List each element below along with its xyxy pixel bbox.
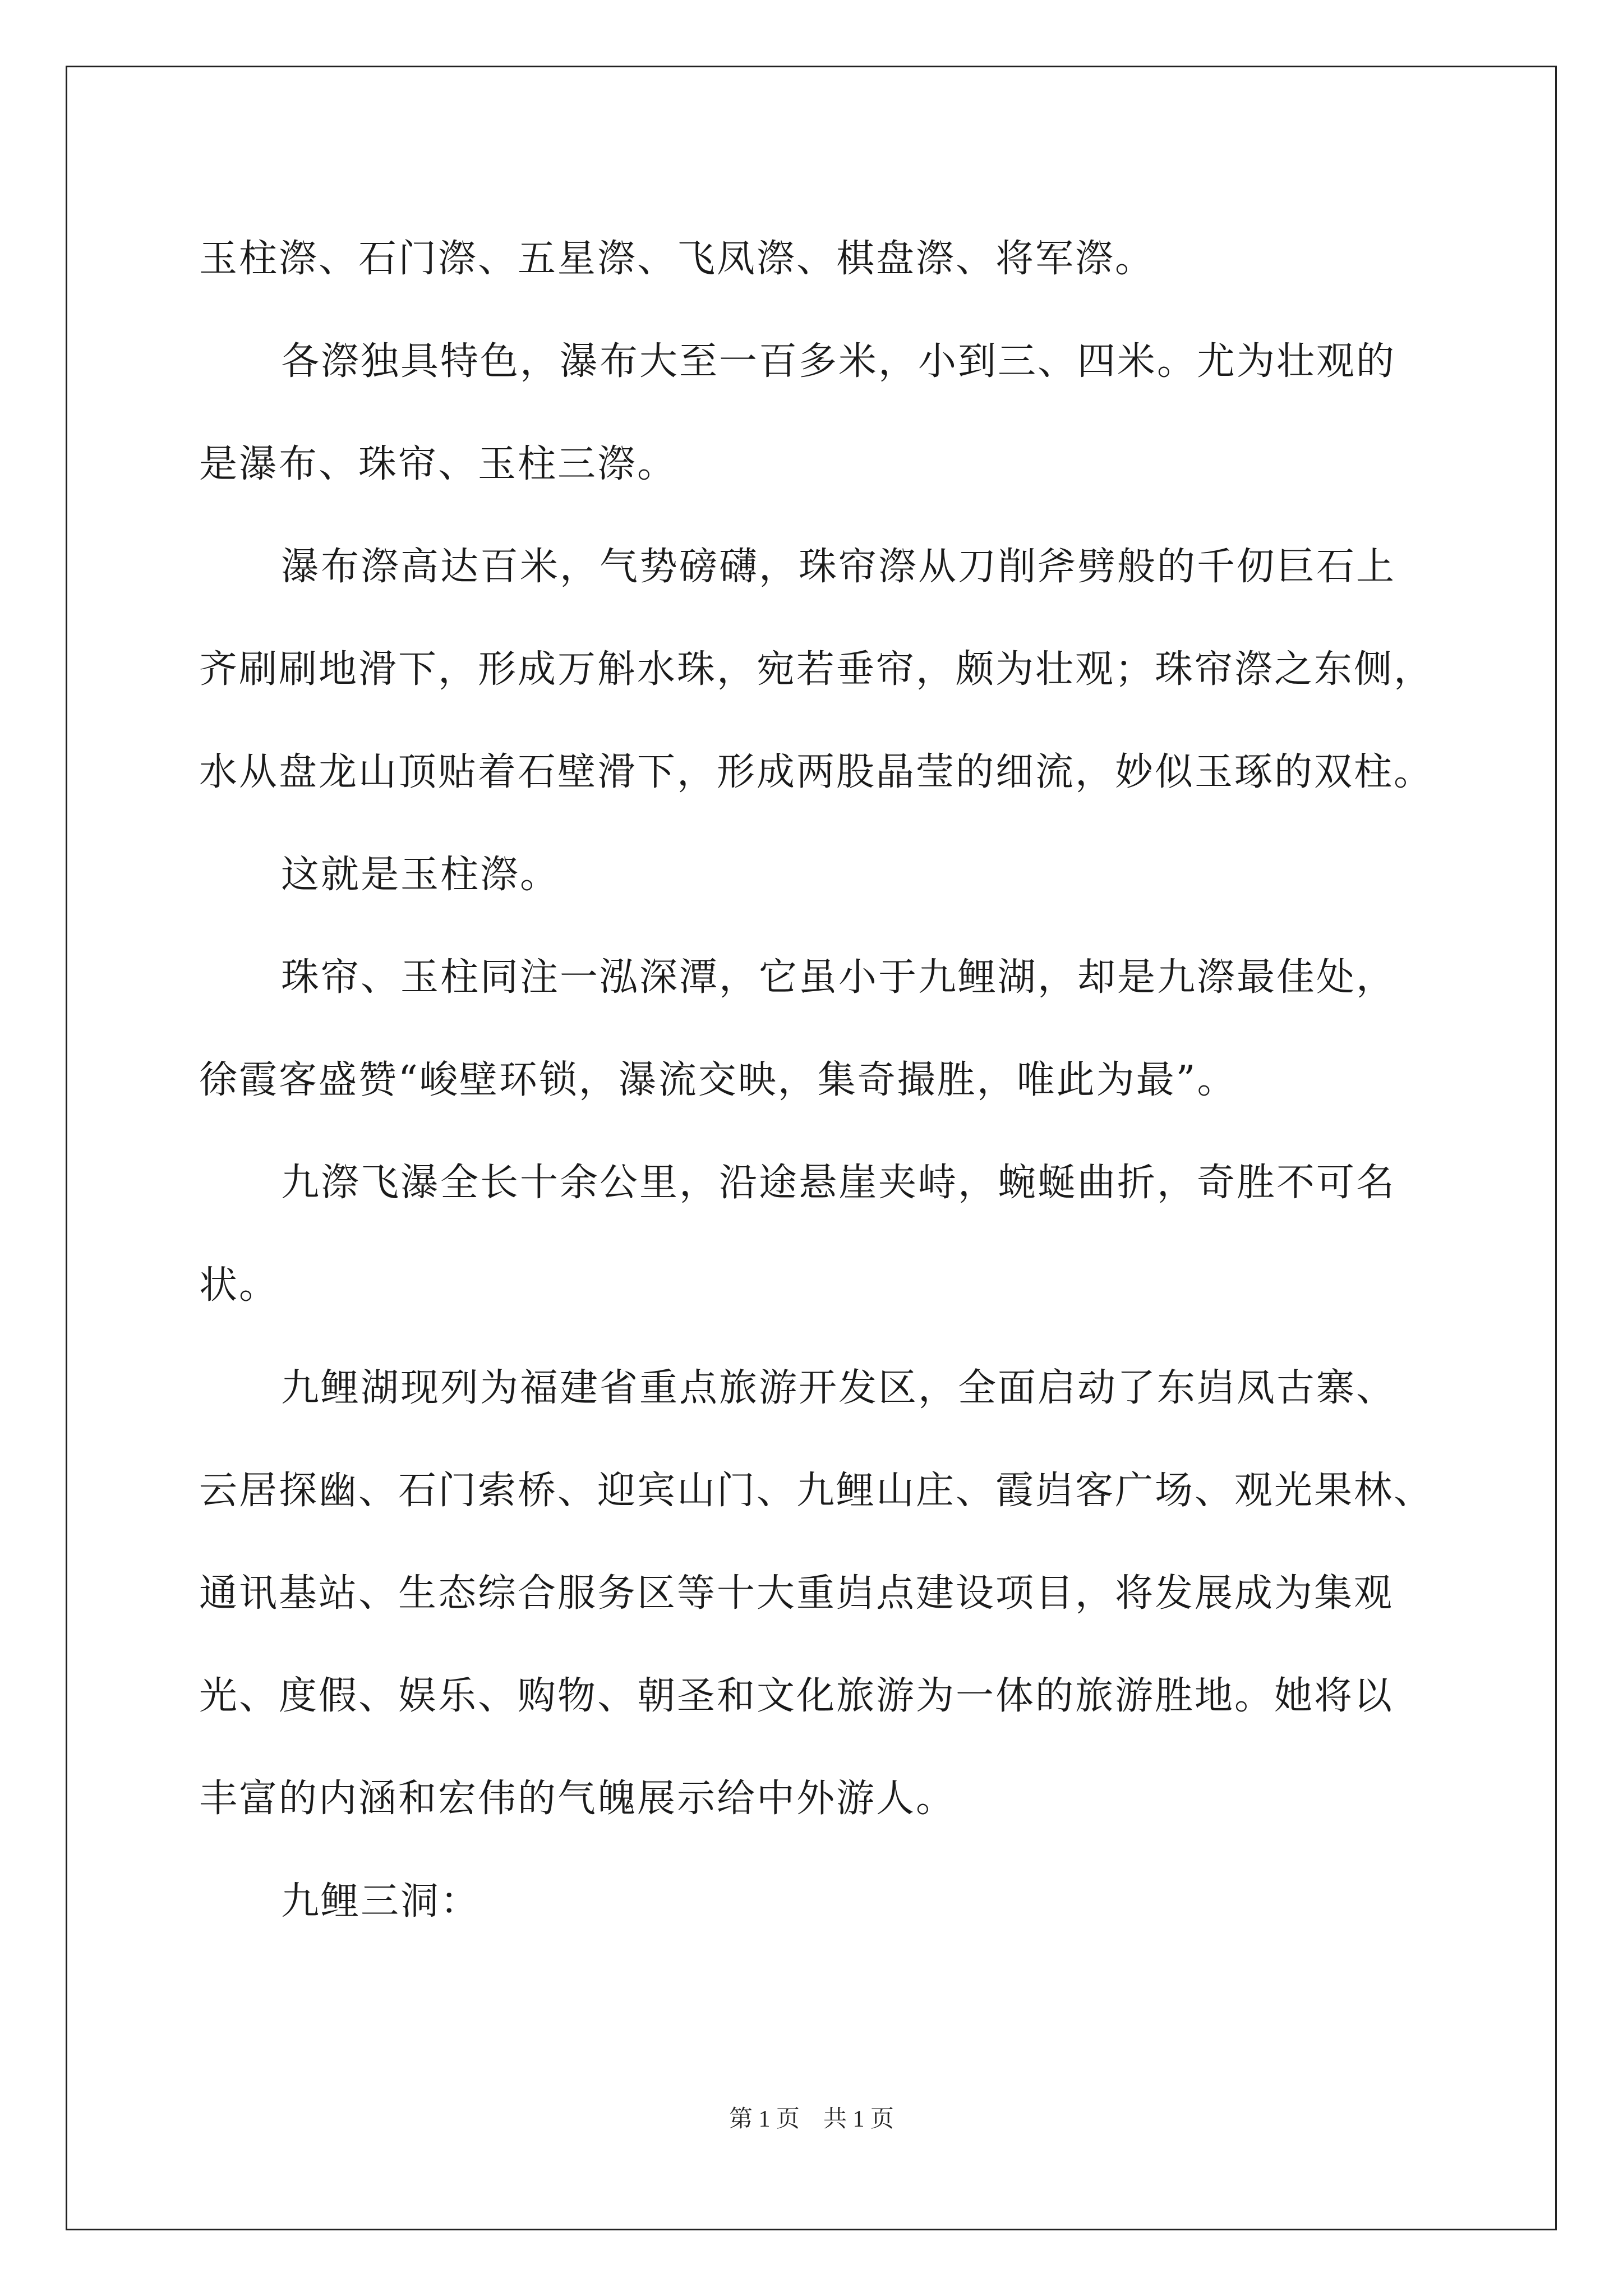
- text-line-2: 各漈独具特色，瀑布大至一百多米，小到三、四米。尤为壮观的: [281, 339, 1396, 384]
- text-line-6: 水从盘龙山顶贴着石壁滑下，形成两股晶莹的细流，妙似玉琢的双柱。: [199, 750, 1434, 794]
- text-line-12: 九鲤湖现列为福建省重点旅游开发区，全面启动了东岿凤古寨、: [281, 1366, 1396, 1410]
- text-line-10: 九漈飞瀑全长十余公里，沿途悬崖夹峙，蜿蜒曲折，奇胜不可名: [281, 1161, 1396, 1205]
- page-number-label: 第 1 页 共 1 页: [728, 2106, 894, 2132]
- text-line-9: 徐霞客盛赞“峻壁环锁，瀑流交映，集奇撮胜，唯此为最”。: [199, 1058, 1237, 1102]
- text-line-17: 九鲤三洞：: [281, 1879, 481, 1924]
- text-line-13: 云居探幽、石门索桥、迎宾山门、九鲤山庄、霞岿客广场、观光果林、: [199, 1469, 1434, 1513]
- text-line-1: 玉柱漈、石门漈、五星漈、飞凤漈、棋盘漈、将军漈。: [199, 237, 1155, 281]
- text-line-16: 丰富的内涵和宏伟的气魄展示给中外游人。: [199, 1777, 956, 1821]
- text-line-4: 瀑布漈高达百米，气势磅礴，珠帘漈从刀削斧劈般的千仞巨石上: [281, 545, 1396, 589]
- text-line-15: 光、度假、娱乐、购物、朝圣和文化旅游为一体的旅游胜地。她将以: [199, 1674, 1394, 1718]
- text-line-3: 是瀑布、珠帘、玉柱三漈。: [199, 442, 677, 486]
- text-line-14: 通讯基站、生态综合服务区等十大重岿点建设项目，将发展成为集观: [199, 1571, 1394, 1616]
- text-line-8: 珠帘、玉柱同注一泓深潭，它虽小于九鲤湖，却是九漈最佳处，: [281, 955, 1396, 1000]
- text-line-5: 齐刷刷地滑下，形成万斛水珠，宛若垂帘，颇为壮观；珠帘漈之东侧，: [199, 647, 1434, 692]
- text-line-7: 这就是玉柱漈。: [281, 853, 560, 897]
- page-footer: [0, 2100, 1623, 2134]
- document-body: [199, 208, 1472, 1953]
- text-line-11: 状。: [199, 1263, 279, 1308]
